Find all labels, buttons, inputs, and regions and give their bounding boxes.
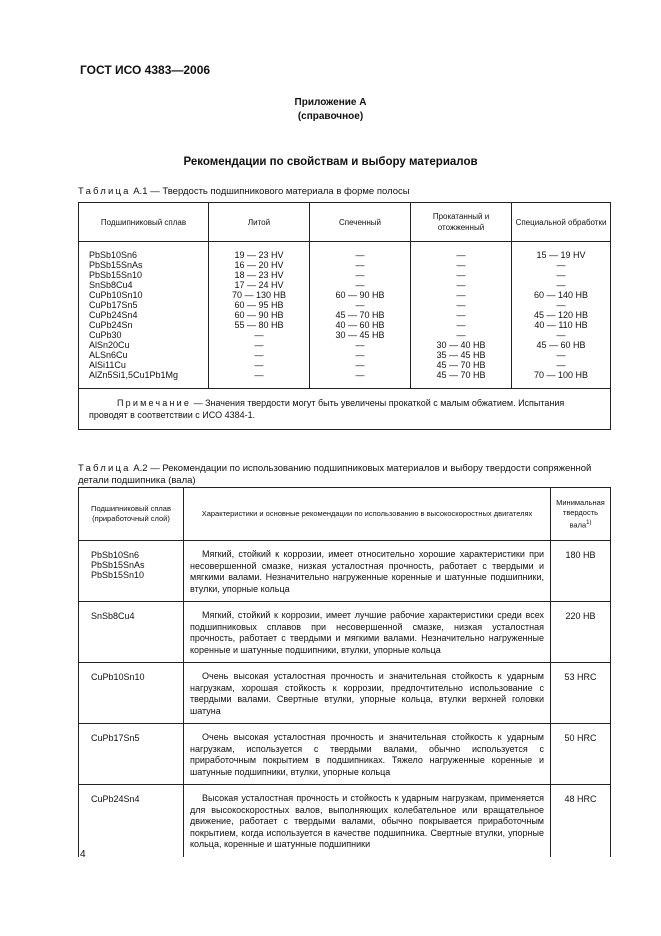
table-cell: 45 — 70 HB — [436, 360, 486, 370]
table-cell: 60 — 90 HB — [234, 310, 284, 320]
description-cell — [184, 602, 551, 663]
table-header-row — [79, 203, 611, 242]
col-header-alloy: Подшипниковый сплав — [79, 203, 209, 242]
table1-caption-text: А.1 — Твердость подшипникового материала в форме полосы — [133, 186, 410, 197]
table-cell: 18 — 23 HV — [234, 270, 284, 280]
table-cell: — — [556, 300, 566, 310]
table2-caption-text: А.2 — Рекомендации по использованию подшипниковых материалов и выбору твердости сопряженной детали подшипника (вала) — [78, 463, 592, 486]
alloy-name: SnSb8Cu4 — [91, 611, 135, 621]
table-cell: — — [456, 280, 466, 290]
recommendations-table — [78, 487, 611, 857]
table-cell: AlSi11Cu — [89, 360, 126, 370]
table-cell: — — [355, 340, 365, 350]
col-header-characteristics: Характеристики и основные рекомендации по использованию в высокоскоростных двигателях — [184, 488, 551, 541]
section-heading: Рекомендации по свойствам и выбору материалов — [183, 156, 478, 168]
description-cell — [184, 724, 551, 785]
description-text: Мягкий, стойкий к коррозии, имеет относительно хорошие характеристики при несовершенной смазке, низкая усталостная прочность, работает с твердыми и мягкими валами. Незначительно нагруженные коренные и шатунные подшипники, втулки, упорные кольца — [190, 549, 544, 594]
hardness-cell: 53 HRC — [551, 663, 611, 724]
col-header-special: Специальной обработки — [512, 203, 611, 242]
table-cell: — — [456, 330, 466, 340]
page-number: 4 — [80, 849, 86, 860]
alloy-name: CuPb24Sn4 — [91, 794, 140, 804]
col-header-sintered: Спеченный — [310, 203, 411, 242]
table-cell: — — [556, 280, 566, 290]
table-cell: PbSb15SnAs — [89, 260, 143, 270]
annex-title: Приложение А — [294, 97, 367, 108]
hardness-cell: 180 HB — [551, 541, 611, 602]
description-cell — [184, 785, 551, 857]
table-header-row — [79, 488, 611, 541]
table-cell: — — [456, 270, 466, 280]
alloy-cell — [79, 785, 184, 857]
special-column — [512, 242, 611, 389]
table-cell: PbSb15Sn10 — [89, 270, 143, 280]
note-word: Примечание — [117, 398, 192, 408]
description-text: Высокая усталостная прочность и стойкость к ударным нагрузкам, применяется для высокоскоростных валов, выполняющих колебательное или вращательное движение, работает с твердыми валами, обычно покрывается приработочным покрытием, когда используется в качестве подшипника. Свертные втулки, упорные кольца, коренные и шатунные подшипники — [190, 793, 544, 849]
table-cell: 70 — 100 HB — [533, 370, 589, 380]
table-cell: 55 — 80 HB — [234, 320, 284, 330]
table2-caption-word: Таблица — [78, 463, 131, 474]
table2-caption — [78, 463, 614, 487]
table-cell: 17 — 24 HV — [234, 280, 284, 290]
table-row — [79, 785, 611, 857]
table-cell: — — [456, 300, 466, 310]
table-cell: — — [355, 260, 365, 270]
table-cell: — — [355, 360, 365, 370]
table-cell: — — [456, 310, 466, 320]
sintered-column — [310, 242, 411, 389]
table-cell: — — [355, 300, 365, 310]
table-cell: — — [355, 370, 365, 380]
table-cell: 60 — 140 HB — [533, 290, 589, 300]
table-row — [79, 724, 611, 785]
table-cell: 60 — 95 HB — [234, 300, 284, 310]
table-cell: 30 — 40 HB — [436, 340, 486, 350]
table-cell: — — [556, 350, 566, 360]
recommendations-body — [79, 541, 611, 857]
hardness-cell: 50 HRC — [551, 724, 611, 785]
alloy-name: PbSb10Sn6 — [91, 550, 140, 560]
hardness-cell: 48 HRC — [551, 785, 611, 857]
table-cell: — — [456, 260, 466, 270]
document-header: ГОСТ ИСО 4383—2006 — [80, 63, 211, 77]
alloy-name: CuPb17Sn5 — [91, 733, 140, 743]
col-header-alloy-layer: Подшипниковый сплав (приработочный слой) — [79, 488, 184, 541]
alloy-cell — [79, 663, 184, 724]
table-cell: AlZn5Si1,5Cu1Pb1Mg — [89, 370, 179, 380]
table-cell: 60 — 90 HB — [335, 290, 385, 300]
table-cell: CuPb17Sn5 — [89, 300, 138, 310]
table-cell: ALSn6Cu — [89, 350, 128, 360]
table-cell: AlSn20Cu — [89, 340, 130, 350]
table-cell: — — [456, 320, 466, 330]
alloy-cell — [79, 602, 184, 663]
col-header-rolled: Прокатанный и отожженный — [411, 203, 512, 242]
table-row — [79, 663, 611, 724]
table-cell: 40 — 110 HB — [534, 320, 588, 330]
table-body-row — [79, 242, 611, 389]
description-text: Очень высокая усталостная прочность и значительная стойкость к ударным нагрузкам, хорошая стойкость к коррозии, предпочтительно использование с твердыми валами. Свертные втулки, упорные кольца, втулки верхней головки шатуна — [190, 671, 544, 716]
table-cell: — — [556, 260, 566, 270]
alloy-name: PbSb15SnAs — [91, 560, 145, 570]
note-text: — Значения твердости могут быть увеличены прокаткой с малым обжатием. Испытания проводят в соответствии с ИСО 4384-1. — [89, 398, 565, 420]
table-cell: — — [254, 360, 264, 370]
table-cell: 45 — 70 HB — [335, 310, 385, 320]
table-row — [79, 541, 611, 602]
table1-caption — [78, 186, 410, 198]
table-cell: — — [254, 350, 264, 360]
table-row — [79, 602, 611, 663]
table-cell: 15 — 19 HV — [536, 250, 586, 260]
hardness-cell: 220 HB — [551, 602, 611, 663]
table-cell: 45 — 60 HB — [536, 340, 586, 350]
table-cell: 16 — 20 HV — [234, 260, 284, 270]
table-cell: 45 — 70 HB — [436, 370, 486, 380]
table-cell: — — [254, 330, 264, 340]
alloy-cell — [79, 724, 184, 785]
alloy-name: CuPb10Sn10 — [91, 672, 145, 682]
description-text: Очень высокая усталостная прочность и значительная стойкость к ударным нагрузкам, используется с твердыми валами, обычно используется с приработочным покрытием в подшипниках. Тяжело нагруженные коренные и шатунные подшипники, втулки, упорные кольца — [190, 732, 544, 777]
table1-caption-word: Таблица — [78, 186, 131, 197]
alloy-column — [79, 242, 209, 389]
table-cell: — — [254, 370, 264, 380]
col-header-min-hardness: Минимальная твердость вала$^{1)}$ — [551, 488, 611, 541]
cast-column — [209, 242, 310, 389]
table-cell: CuPb10Sn10 — [89, 290, 143, 300]
description-cell — [184, 663, 551, 724]
annex-type: (справочное) — [297, 111, 364, 122]
alloy-name: PbSb15Sn10 — [91, 570, 145, 580]
table-cell: — — [456, 290, 466, 300]
rolled-column — [411, 242, 512, 389]
table-cell: — — [355, 280, 365, 290]
table-cell: PbSb10Sn6 — [89, 250, 138, 260]
col-header-cast: Литой — [209, 203, 310, 242]
alloy-cell — [79, 541, 184, 602]
table-cell: CuPb24Sn4 — [89, 310, 138, 320]
description-cell — [184, 541, 551, 602]
table-cell: SnSb8Cu4 — [89, 280, 133, 290]
table-cell: — — [556, 270, 566, 280]
table-cell: 70 — 130 HB — [231, 290, 287, 300]
table-cell: — — [556, 360, 566, 370]
table-cell: 45 — 120 HB — [533, 310, 589, 320]
table-cell: — — [355, 270, 365, 280]
table-cell: — — [254, 340, 264, 350]
table-cell: 40 — 60 HB — [335, 320, 385, 330]
table-cell: 19 — 23 HV — [234, 250, 284, 260]
table-cell: — — [456, 250, 466, 260]
table-cell: — — [355, 350, 365, 360]
description-text: Мягкий, стойкий к коррозии, имеет лучшие рабочие характеристики среди всех подшипниковых сплавов при несовершенной смазке, низкая усталостная прочность, работает с твердыми и мягкими валами. Незначительно нагруженные коренные и шатунные подшипники, втулки, упорные кольца — [190, 610, 544, 655]
table-cell: CuPb30 — [89, 330, 122, 340]
table-cell: CuPb24Sn — [89, 320, 133, 330]
table-cell: 35 — 45 HB — [436, 350, 486, 360]
table-cell: — — [556, 330, 566, 340]
table-cell: 30 — 45 HB — [335, 330, 385, 340]
table-cell: — — [355, 250, 365, 260]
table-note — [79, 389, 611, 430]
hardness-table — [78, 202, 611, 430]
table-note-row — [79, 389, 611, 430]
